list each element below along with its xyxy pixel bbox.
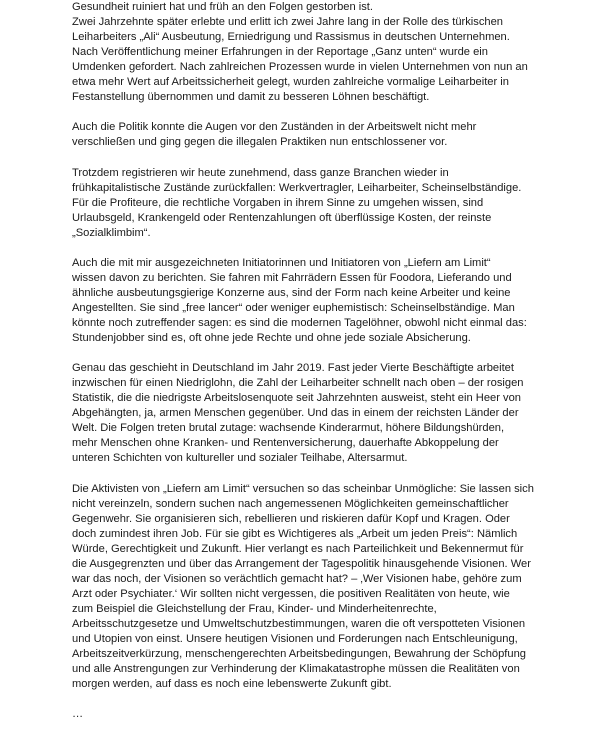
text-line: Genau das geschieht in Deutschland im Jahr 2019. Fast jeder Vierte Beschäftigte arbeitet [72, 362, 514, 375]
text-line: Festanstellung übernommen und damit zu besseren Löhnen beschäftigt. [72, 91, 430, 104]
text-line: morgen werden, auf dass es noch eine lebenswerte Zukunft gibt. [72, 678, 392, 691]
text-line: Trotzdem registrieren wir heute zunehmend, dass ganze Branchen wieder in [72, 166, 449, 179]
text-line: Nach Veröffentlichung meiner Erfahrungen in der Reportage „Ganz unten“ wurde ein [72, 46, 488, 59]
text-line: Auch die Politik konnte die Augen vor den Zuständen in der Arbeitswelt nicht mehr [72, 121, 477, 134]
text-line: Arbeitsschutzgesetze und Umweltschutzbestimmungen, waren die oft verspotteten Visionen [72, 617, 526, 630]
text-line: war das noch, der Visionen so verächtlich gemacht hat? – ‚Wer Visionen habe, gehöre zum [72, 572, 522, 585]
text-line: verschließen und ging gegen die illegalen Praktiken nun entschlossener vor. [72, 136, 448, 149]
text-line: Würde, Gerechtigkeit und Zukunft. Hier verlangt es nach Parteilichkeit und Bekennermut für [72, 542, 524, 555]
text-line: mehr Menschen ohne Kranken- und Rentenversicherung, dauerhafte Abkoppelung der [72, 437, 499, 450]
text-line: Für die Profiteure, die rechtliche Vorgaben in ihrem Sinne zu umgehen wissen, sind [72, 196, 484, 209]
text-line: etwa mehr Wert auf Arbeitssicherheit gelegt, wurden zahlreiche vormalige Leiharbeiter in [72, 76, 509, 89]
document-page [72, 0, 592, 737]
text-line: Stundenjobber sind es, oft ohne jede Rechte und ohne jede soziale Absicherung. [72, 332, 471, 345]
paragraph [72, 120, 592, 150]
text-line: wissen davon zu berichten. Sie fahren mit Fahrrädern Essen für Foodora, Lieferando und [72, 271, 512, 284]
text-line: frühkapitalistische Zustände zurückfallen: Werkvertragler, Leiharbeiter, Scheinselbständige. [72, 181, 522, 194]
text-line: Leiharbeiters „Ali“ Ausbeutung, Erniedrigung und Rassismus in deutschen Unternehmen. [72, 31, 510, 44]
text-line: Angestellten. Sie sind „free lancer“ oder weniger euphemistisch: Scheinselbständige. Man [72, 301, 515, 314]
text-line: … [72, 708, 84, 721]
paragraph [72, 256, 592, 346]
text-line: und Utopien von einst. Unsere heutigen Visionen und Forderungen nach Entschleunigung, [72, 632, 518, 645]
text-line: „Sozialklimbim“. [72, 226, 151, 239]
paragraph [72, 482, 592, 693]
text-line: ähnliche ausbeutungsgierige Konzerne aus, sind der Form nach keine Arbeiter und keine [72, 286, 511, 299]
text-line: Arzt oder Psychiater.‘ Wir sollten nicht vergessen, die positiven Realitäten von heute, wie [72, 587, 510, 600]
text-line: Zwei Jahrzehnte später erlebte und erlitt ich zwei Jahre lang in der Rolle des türkischen [72, 16, 503, 29]
text-line: Statistik, die die niedrigste Arbeitslosenquote seit Jahrzehnten ausweist, steht ein Heer von [72, 392, 521, 405]
text-line: doch zumindest ihren Job. Für sie gibt es Wichtigeres als „Arbeit um jeden Preis“: Nämlich [72, 527, 518, 540]
text-line: inzwischen für einen Niedriglohn, die Zahl der Leiharbeiter schnellt nach oben – der rosigen [72, 377, 524, 390]
text-line: Urlaubsgeld, Krankengeld oder Rentenzahlungen oft überflüssige Kosten, der reinste [72, 211, 492, 224]
text-line: Umdenken gefordert. Nach zahlreichen Prozessen wurde in vielen Unternehmen von nun an [72, 61, 528, 74]
text-line: zum Beispiel die Gleichstellung der Frau, Kinder- und Minderheitenrechte, [72, 602, 437, 615]
text-line: Welt. Die Folgen treten brutal zutage: wachsende Kinderarmut, höhere Bildungshürden, [72, 422, 505, 435]
text-line: Auch die mit mir ausgezeichneten Initiatorinnen und Initiatoren von „Liefern am Limit“ [72, 256, 491, 269]
text-line: Abgehängten, ja, armen Menschen gegenüber. Und das in einem der reichsten Länder der [72, 407, 519, 420]
text-line: und alle Anstrengungen zur Verhinderung der Klimakatastrophe müssen die Realitäten von [72, 663, 520, 676]
text-line: Gegenwehr. Sie organisieren sich, rebellieren und riskieren dafür Kopf und Kragen. Oder [72, 512, 510, 525]
text-line: Gesundheit ruiniert hat und früh an den Folgen gestorben ist. [72, 1, 373, 13]
paragraph [72, 361, 592, 466]
paragraph [72, 707, 592, 722]
text-line: Die Aktivisten von „Liefern am Limit“ versuchen so das scheinbar Unmögliche: Sie lassen sich [72, 482, 534, 495]
text-line: die Ausgegrenzten und über das Arrangement der Tagespolitik hinausgehende Visionen. Wer [72, 557, 531, 570]
text-line: nicht vereinzeln, sondern suchen nach angemessenen Möglichkeiten gemeinschaftlicher [72, 497, 509, 510]
paragraph [72, 0, 592, 105]
paragraph [72, 166, 592, 241]
text-line: unteren Schichten von kultureller und sozialer Teilhabe, Altersarmut. [72, 452, 408, 465]
text-line: könnte noch zutreffender sagen: es sind die modernen Tagelöhner, obwohl nicht einmal das: [72, 316, 527, 329]
text-line: Arbeitszeitverkürzung, menschengerechten Arbeitsbedingungen, Bewahrung der Schöpfung [72, 648, 526, 661]
